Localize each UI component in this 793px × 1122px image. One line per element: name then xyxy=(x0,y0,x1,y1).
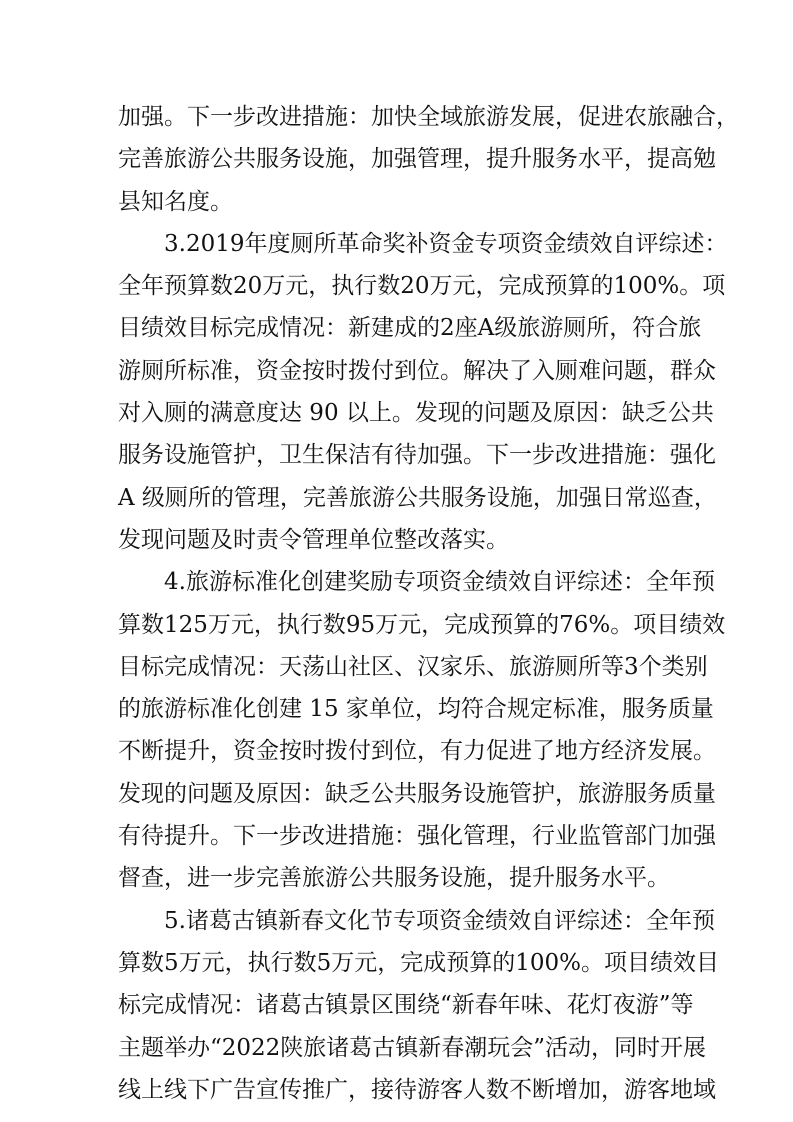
text-line: 县知名度。 xyxy=(118,188,233,215)
text-line: 线上线下广告宣传推广，接待游客人数不断增加，游客地域 xyxy=(118,1076,716,1103)
text-line: 有待提升。下一步改进措施：强化管理，行业监管部门加强 xyxy=(118,823,716,850)
text-line: 算数5万元，执行数5万元，完成预算的100%。项目绩效目 xyxy=(118,949,720,976)
text-line: 的旅游标准化创建 15 家单位，均符合规定标准，服务质量 xyxy=(118,696,714,723)
text-line: 不断提升，资金按时拨付到位，有力促进了地方经济发展。 xyxy=(118,738,716,765)
text-line: 发现问题及时责令管理单位整改落实。 xyxy=(118,526,509,553)
text-line: 标完成情况：诸葛古镇景区围绕“新春年味、花灯夜游”等 xyxy=(118,992,694,1019)
text-line: 完善旅游公共服务设施，加强管理，提升服务水平，提高勉 xyxy=(118,146,716,173)
text-line: 主题举办“2022陕旅诸葛古镇新春潮玩会”活动，同时开展 xyxy=(118,1034,707,1061)
text-line: 3.2019年度厕所革命奖补资金专项资金绩效自评综述： xyxy=(164,230,728,257)
text-line: 对入厕的满意度达 90 以上。发现的问题及原因：缺乏公共 xyxy=(118,400,714,427)
text-line: 服务设施管护，卫生保洁有待加强。下一步改进措施：强化 xyxy=(118,442,716,469)
text-line: 全年预算数20万元，执行数20万元，完成预算的100%。项 xyxy=(118,273,726,300)
text-line: 4.旅游标准化创建奖励专项资金绩效自评综述：全年预 xyxy=(164,569,715,596)
text-line: 加强。下一步改进措施：加快全域旅游发展，促进农旅融合， xyxy=(118,104,739,130)
text-line: 算数125万元，执行数95万元，完成预算的76%。项目绩效 xyxy=(118,611,726,638)
text-line: 发现的问题及原因：缺乏公共服务设施管护，旅游服务质量 xyxy=(118,780,716,807)
text-line: 督查，进一步完善旅游公共服务设施，提升服务水平。 xyxy=(118,865,670,892)
text-line: 目绩效目标完成情况：新建成的2座A级旅游厕所，符合旅 xyxy=(118,315,702,342)
text-line: A 级厕所的管理，完善旅游公共服务设施，加强日常巡查， xyxy=(118,484,717,511)
text-line: 5.诸葛古镇新春文化节专项资金绩效自评综述：全年预 xyxy=(164,907,715,934)
text-line: 目标完成情况：天荡山社区、汉家乐、旅游厕所等3个类别 xyxy=(118,653,708,680)
text-line: 游厕所标准，资金按时拨付到位。解决了入厕难问题，群众 xyxy=(118,357,716,384)
body-text xyxy=(118,96,739,1111)
